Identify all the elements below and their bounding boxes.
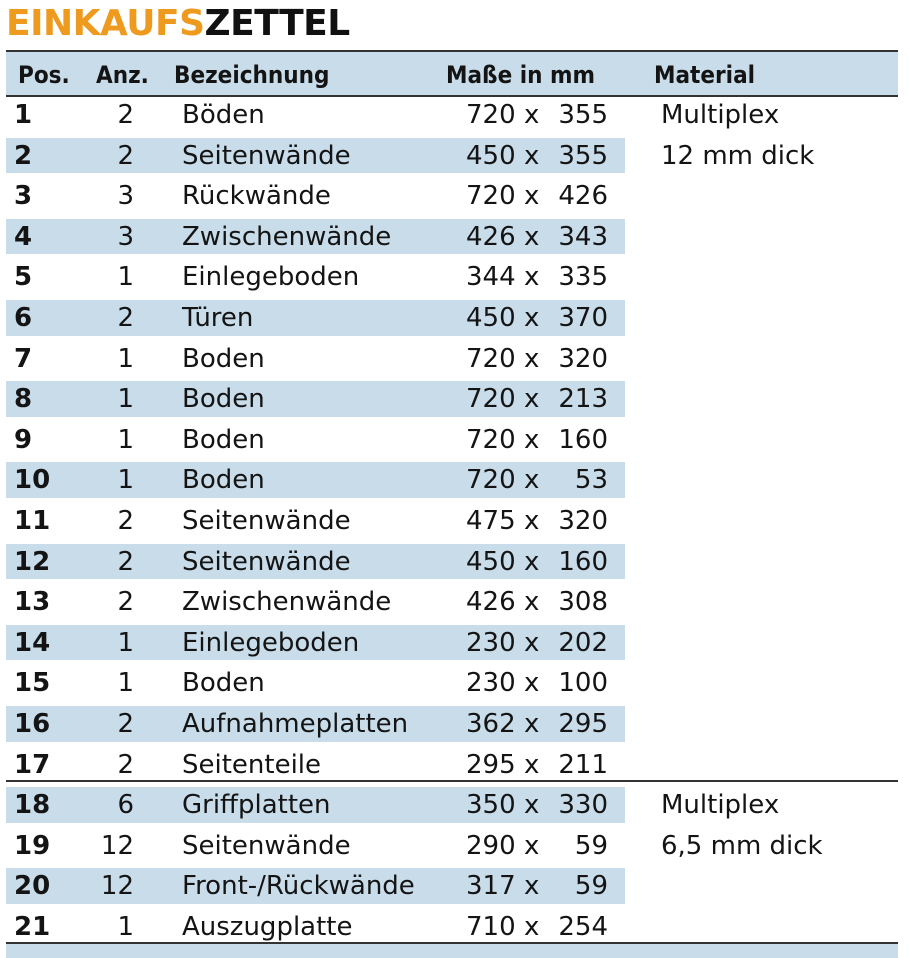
cell-pos: 4 <box>14 221 33 252</box>
cell-times: x <box>524 343 540 374</box>
cell-anz: 2 <box>117 140 134 171</box>
cell-anz: 12 <box>100 871 134 902</box>
cell-pos: 13 <box>14 587 51 618</box>
title-part-zettel: ZETTEL <box>204 3 350 44</box>
table-row <box>6 176 898 217</box>
cell-width: 450 <box>466 546 516 577</box>
cell-width: 450 <box>466 140 516 171</box>
cell-width: 344 <box>466 262 516 293</box>
cell-times: x <box>524 749 540 780</box>
table-row <box>6 582 898 623</box>
cell-width: 230 <box>466 627 516 658</box>
cell-height: 59 <box>574 830 608 861</box>
cell-height: 426 <box>558 181 608 212</box>
cell-pos: 5 <box>14 262 33 293</box>
cell-times: x <box>524 668 540 699</box>
material-divider <box>6 780 898 782</box>
table-row <box>6 866 898 907</box>
cell-pos: 6 <box>14 302 33 333</box>
cell-height: 160 <box>558 424 608 455</box>
cell-bezeichnung: Zwischenwände <box>182 221 392 252</box>
table-row <box>6 663 898 704</box>
cell-times: x <box>524 911 540 942</box>
cell-times: x <box>524 465 540 496</box>
cell-pos: 12 <box>14 546 51 577</box>
cell-pos: 17 <box>14 749 51 780</box>
header-material: Material <box>654 61 756 89</box>
cell-anz: 6 <box>117 790 134 821</box>
table-header <box>6 52 898 97</box>
cell-anz: 1 <box>117 627 134 658</box>
cell-pos: 19 <box>14 830 51 861</box>
cell-height: 160 <box>558 546 608 577</box>
table-row <box>6 339 898 380</box>
cell-anz: 3 <box>117 181 134 212</box>
cell-anz: 2 <box>117 587 134 618</box>
cell-width: 230 <box>466 668 516 699</box>
cell-anz: 2 <box>117 546 134 577</box>
cell-height: 335 <box>558 262 608 293</box>
cell-pos: 10 <box>14 465 51 496</box>
cell-bezeichnung: Türen <box>182 302 254 333</box>
table-row <box>6 704 898 745</box>
header-pos: Pos. <box>18 61 70 89</box>
page-title <box>6 2 350 46</box>
cell-times: x <box>524 384 540 415</box>
cell-times: x <box>524 262 540 293</box>
cell-bezeichnung: Seitenwände <box>182 505 351 536</box>
cell-pos: 21 <box>14 911 51 942</box>
title-part-einkaufs: EINKAUFS <box>6 3 205 44</box>
cell-width: 426 <box>466 221 516 252</box>
cell-pos: 7 <box>14 343 33 374</box>
cell-anz: 1 <box>117 262 134 293</box>
cell-width: 720 <box>466 465 516 496</box>
table-row <box>6 785 898 826</box>
cell-times: x <box>524 505 540 536</box>
cell-width: 295 <box>466 749 516 780</box>
cell-bezeichnung: Auszugplatte <box>182 911 353 942</box>
cell-pos: 8 <box>14 384 33 415</box>
cell-height: 370 <box>558 302 608 333</box>
cell-anz: 2 <box>117 749 134 780</box>
cell-bezeichnung: Front-/Rückwände <box>182 871 415 902</box>
cell-bezeichnung: Griffplatten <box>182 790 331 821</box>
cell-bezeichnung: Seitenteile <box>182 749 322 780</box>
cell-height: 308 <box>558 587 608 618</box>
cell-anz: 1 <box>117 911 134 942</box>
cell-height: 100 <box>558 668 608 699</box>
cell-anz: 1 <box>117 343 134 374</box>
table-row <box>6 501 898 542</box>
table-row <box>6 826 898 867</box>
cell-pos: 11 <box>14 505 51 536</box>
table-row <box>6 745 898 786</box>
cell-bezeichnung: Seitenwände <box>182 546 351 577</box>
cell-anz: 2 <box>117 505 134 536</box>
cell-pos: 14 <box>14 627 51 658</box>
cell-height: 59 <box>574 871 608 902</box>
cell-bezeichnung: Einlegeboden <box>182 627 360 658</box>
cell-times: x <box>524 871 540 902</box>
cell-height: 330 <box>558 790 608 821</box>
cell-height: 355 <box>558 100 608 130</box>
cell-times: x <box>524 221 540 252</box>
table-row <box>6 623 898 664</box>
cell-times: x <box>524 830 540 861</box>
cell-bezeichnung: Boden <box>182 384 265 415</box>
cell-height: 213 <box>558 384 608 415</box>
cell-times: x <box>524 424 540 455</box>
cell-width: 475 <box>466 505 516 536</box>
table-row <box>6 298 898 339</box>
cell-width: 426 <box>466 587 516 618</box>
cell-times: x <box>524 100 540 130</box>
table-row <box>6 542 898 583</box>
cell-bezeichnung: Zwischenwände <box>182 587 392 618</box>
table-row <box>6 257 898 298</box>
header-anz: Anz. <box>96 61 149 89</box>
cell-height: 254 <box>558 911 608 942</box>
cell-pos: 2 <box>14 140 33 171</box>
cell-times: x <box>524 587 540 618</box>
cell-anz: 3 <box>117 221 134 252</box>
cell-bezeichnung: Aufnahmeplatten <box>182 708 409 739</box>
cell-times: x <box>524 302 540 333</box>
cell-material: 6,5 mm dick <box>661 830 823 861</box>
cell-anz: 1 <box>117 424 134 455</box>
cell-bezeichnung: Boden <box>182 424 265 455</box>
cell-anz: 2 <box>117 302 134 333</box>
cell-bezeichnung: Boden <box>182 465 265 496</box>
cell-height: 355 <box>558 140 608 171</box>
cell-anz: 1 <box>117 465 134 496</box>
cell-pos: 9 <box>14 424 33 455</box>
cell-height: 295 <box>558 708 608 739</box>
cell-anz: 2 <box>117 100 134 130</box>
table-row <box>6 379 898 420</box>
header-masse: Maße in mm <box>446 61 596 89</box>
cell-bezeichnung: Seitenwände <box>182 140 351 171</box>
cell-width: 450 <box>466 302 516 333</box>
cell-times: x <box>524 790 540 821</box>
cell-times: x <box>524 627 540 658</box>
cell-width: 290 <box>466 830 516 861</box>
cell-height: 53 <box>574 465 608 496</box>
cell-bezeichnung: Boden <box>182 343 265 374</box>
cell-bezeichnung: Rückwände <box>182 181 331 212</box>
cell-anz: 2 <box>117 708 134 739</box>
parts-table-body <box>6 95 898 947</box>
cell-width: 317 <box>466 871 516 902</box>
cell-anz: 1 <box>117 384 134 415</box>
cell-material: 12 mm dick <box>661 140 815 171</box>
cell-height: 202 <box>558 627 608 658</box>
cell-width: 710 <box>466 911 516 942</box>
cell-bezeichnung: Einlegeboden <box>182 262 360 293</box>
cell-pos: 1 <box>14 100 33 130</box>
cell-width: 720 <box>466 384 516 415</box>
cell-pos: 3 <box>14 181 33 212</box>
cell-width: 720 <box>466 343 516 374</box>
cell-height: 320 <box>558 505 608 536</box>
cell-times: x <box>524 140 540 171</box>
cell-anz: 1 <box>117 668 134 699</box>
cell-height: 211 <box>558 749 608 780</box>
cell-pos: 16 <box>14 708 51 739</box>
table-row <box>6 136 898 177</box>
cell-pos: 15 <box>14 668 51 699</box>
cell-pos: 18 <box>14 790 51 821</box>
cell-bezeichnung: Böden <box>182 100 265 130</box>
cell-width: 362 <box>466 708 516 739</box>
cell-bezeichnung: Seitenwände <box>182 830 351 861</box>
cell-pos: 20 <box>14 871 51 902</box>
cell-width: 720 <box>466 100 516 130</box>
cell-material: Multiplex <box>661 790 780 821</box>
cell-times: x <box>524 181 540 212</box>
cell-width: 720 <box>466 424 516 455</box>
cell-times: x <box>524 546 540 577</box>
table-row <box>6 217 898 258</box>
cell-width: 720 <box>466 181 516 212</box>
cell-height: 320 <box>558 343 608 374</box>
table-row <box>6 95 898 136</box>
cell-material: Multiplex <box>661 100 780 130</box>
table-row <box>6 420 898 461</box>
cell-times: x <box>524 708 540 739</box>
cell-height: 343 <box>558 221 608 252</box>
header-bezeichnung: Bezeichnung <box>174 61 330 89</box>
cell-anz: 12 <box>100 830 134 861</box>
table-row <box>6 460 898 501</box>
cell-width: 350 <box>466 790 516 821</box>
cell-bezeichnung: Boden <box>182 668 265 699</box>
